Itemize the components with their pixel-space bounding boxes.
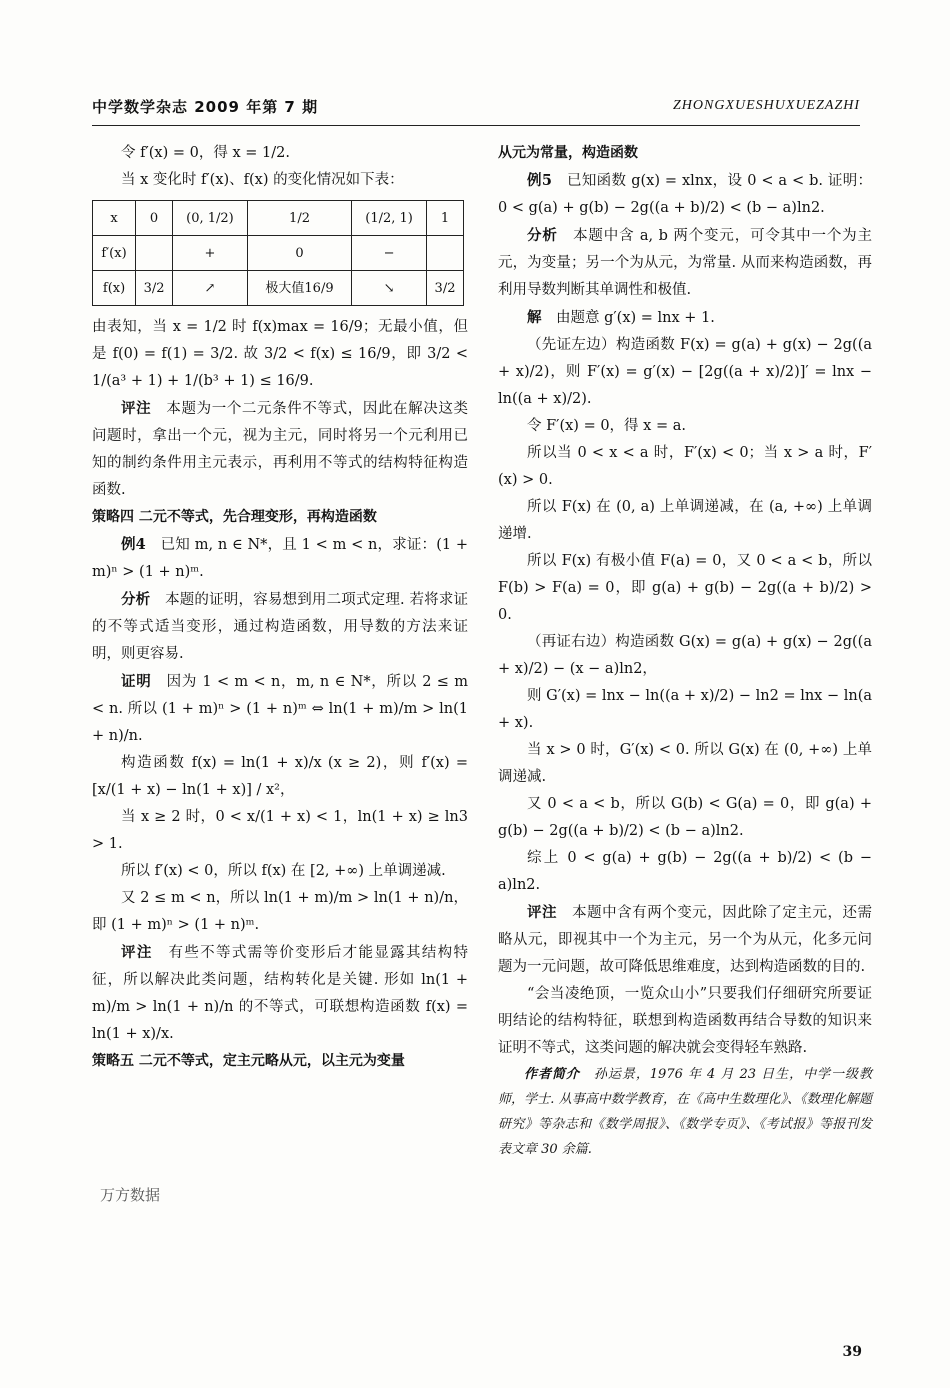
solution-line-2: （先证左边）构造函数 F(x) = g(a) + g(x) − 2g((a + x)/2)，则 F′(x) = g′(x) − [2g((a + x)/2)]′ = lnx − ln((a + x)/2). xyxy=(498,337,872,407)
author-bio-label: 作者简介 xyxy=(524,1067,580,1082)
table-cell: + xyxy=(172,236,247,271)
example-4 xyxy=(92,531,468,586)
solution-line-11: 综上 0 < g(a) + g(b) − 2g((a + b)/2) < (b − a)ln2. xyxy=(498,850,872,893)
example-4-text: 已知 m, n ∈ N*，且 1 < m < n，求证：(1 + m)ⁿ > (1 + n)ᵐ. xyxy=(92,537,469,580)
table-cell: 0 xyxy=(136,201,173,236)
solution-line-5: 所以 F(x) 在 (0, a) 上单调递减，在 (a, +∞) 上单调递增. xyxy=(498,499,872,542)
analysis-5 xyxy=(498,222,872,304)
comment-5 xyxy=(498,899,872,981)
strategy-5-heading: 策略五 二元不等式，定主元略从元，以主元为变量 xyxy=(92,1053,405,1069)
comment-label: 评注 xyxy=(121,944,153,961)
left-column xyxy=(92,140,468,1075)
proof-line-1 xyxy=(92,668,468,750)
solution-line-8: 则 G′(x) = lnx − ln((a + x)/2) − ln2 = lnx − ln(a + x). xyxy=(498,688,873,731)
proof-line-5: 又 2 ≤ m < n，所以 ln(1 + m)/m > ln(1 + n)/n，即 (1 + m)ⁿ > (1 + n)ᵐ. xyxy=(92,890,468,933)
example-5-label: 例5 xyxy=(527,172,552,189)
right-column xyxy=(498,140,872,1162)
solution-line-3: 令 F′(x) = 0，得 x = a. xyxy=(527,418,686,434)
table-row xyxy=(93,236,464,271)
table-intro: 当 x 变化时 f′(x)、f(x) 的变化情况如下表： xyxy=(121,172,404,188)
analysis-4 xyxy=(92,586,468,668)
table-cell: 3/2 xyxy=(427,271,464,306)
comment-paragraph xyxy=(92,395,468,504)
critical-point-line: 令 f′(x) = 0，得 x = 1/2. xyxy=(121,145,290,161)
table-cell xyxy=(136,236,173,271)
analysis-text: 本题中含 a, b 两个变元，可令其中一个为主元，为变量；另一个为从元，为常量. 从而来构造函数，再利用导数判断其单调性和极值. xyxy=(498,228,873,298)
table-cell: − xyxy=(352,236,427,271)
comment-text: 有些不等式需等价变形后才能显露其结构特征，所以解决此类问题，结构转化是关键. 形如 ln(1 + m)/m > ln(1 + n)/n 的不等式，可联想构造函数 f(x) = ln(1 + x)/x. xyxy=(92,945,469,1042)
proof-label: 证明 xyxy=(121,673,152,690)
watermark: 万方数据 xyxy=(100,1186,161,1204)
proof-line-3: 当 x ≥ 2 时，0 < x/(1 + x) < 1，ln(1 + x) ≥ ln3 > 1. xyxy=(92,809,468,852)
table-cell: 0 xyxy=(247,236,351,271)
table-cell: 1/2 xyxy=(247,201,351,236)
journal-pinyin: ZHONGXUESHUXUEZAZHI xyxy=(673,98,860,113)
table-cell: f(x) xyxy=(93,271,136,306)
solution-line-1 xyxy=(498,304,872,332)
table-cell: ↗ xyxy=(172,271,247,306)
table-cell: 1 xyxy=(427,201,464,236)
table-cell: f′(x) xyxy=(93,236,136,271)
solution-line-4: 所以当 0 < x < a 时，F′(x) < 0；当 x > a 时，F′(x) > 0. xyxy=(498,445,872,488)
proof-text: 因为 1 < m < n，m, n ∈ N*，所以 2 ≤ m < n. 所以 (1 + m)ⁿ > (1 + n)ᵐ ⇔ ln(1 + m)/m > ln(1 + n)/n. xyxy=(92,674,469,744)
table-cell xyxy=(427,236,464,271)
solution-text: 由题意 g′(x) = lnx + 1. xyxy=(556,310,715,326)
comment-4 xyxy=(92,939,468,1048)
example-5-text: 已知函数 g(x) = xlnx，设 0 < a < b. 证明：0 < g(a) + g(b) − 2g((a + b)/2) < (b − a)ln2. xyxy=(498,173,873,216)
solution-label: 解 xyxy=(527,309,542,326)
table-cell: (1/2, 1) xyxy=(352,201,427,236)
conclusion-paragraph: 由表知，当 x = 1/2 时 f(x)max = 16/9；无最小值，但是 f(0) = f(1) = 3/2. 故 3/2 < f(x) ≤ 16/9，即 3/2 < 1/(a³ + 1) + 1/(b³ + 1) ≤ 16/9. xyxy=(92,319,468,389)
solution-line-10: 又 0 < a < b，所以 G(b) < G(a) = 0，即 g(a) + g(b) − 2g((a + b)/2) < (b − a)ln2. xyxy=(498,796,872,839)
solution-line-9: 当 x > 0 时，G′(x) < 0. 所以 G(x) 在 (0, +∞) 上单调递减. xyxy=(498,742,872,785)
table-cell: 3/2 xyxy=(136,271,173,306)
journal-header: 中学数学杂志 2009 年第 7 期 xyxy=(92,98,319,116)
table-row xyxy=(93,271,464,306)
author-bio-text: 孙运景，1976 年 4 月 23 日生，中学一级教师，学士. 从事高中数学教育，在《高中生数理化》、《数理化解题研究》等杂志和《数学周报》、《数学专页》、《考试报》等报刊发表文章 30 余篇. xyxy=(498,1067,872,1157)
comment-label: 评注 xyxy=(527,904,558,921)
example-4-label: 例4 xyxy=(121,536,146,553)
closing-paragraph: “会当凌绝顶，一览众山小”只要我们仔细研究所要证明结论的结构特征，联想到构造函数再结合导数的知识来证明不等式，这类问题的解决就会变得轻车熟路. xyxy=(498,986,872,1056)
page-number: 39 xyxy=(842,1344,862,1360)
solution-line-6: 所以 F(x) 有极小值 F(a) = 0，又 0 < a < b，所以 F(b) > F(a) = 0，即 g(a) + g(b) − 2g((a + b)/2) > 0. xyxy=(498,553,872,623)
comment-text: 本题中含有两个变元，因此除了定主元，还需略从元，即视其中一个为主元，另一个为从元，化多元问题为一元问题，故可降低思维难度，达到构造函数的目的. xyxy=(498,905,873,975)
example-5 xyxy=(498,167,872,222)
strategy-4-heading: 策略四 二元不等式，先合理变形，再构造函数 xyxy=(92,509,377,525)
comment-text: 本题为一个二元条件不等式，因此在解决这类问题时，拿出一个元，视为主元，同时将另一个元利用已知的制约条件用主元表示，再利用不等式的结构特征构造函数. xyxy=(92,401,469,498)
author-bio xyxy=(498,1062,872,1162)
table-row xyxy=(93,201,464,236)
table-cell: x xyxy=(93,201,136,236)
variation-table xyxy=(92,200,464,306)
comment-label: 评注 xyxy=(121,400,152,417)
header-rule xyxy=(92,125,860,126)
proof-line-2: 构造函数 f(x) = ln(1 + x)/x (x ≥ 2)，则 f′(x) = [x/(1 + x) − ln(1 + x)] / x²， xyxy=(92,755,468,798)
strategy-5-heading-cont: 从元为常量，构造函数 xyxy=(498,145,638,161)
table-cell: (0, 1/2) xyxy=(172,201,247,236)
analysis-label: 分析 xyxy=(527,227,558,244)
analysis-text: 本题的证明，容易想到用二项式定理. 若将求证的不等式适当变形，通过构造函数，用导数的方法来证明，则更容易. xyxy=(92,592,469,662)
solution-line-7: （再证右边）构造函数 G(x) = g(a) + g(x) − 2g((a + x)/2) − (x − a)ln2， xyxy=(498,634,872,677)
proof-line-4: 所以 f′(x) < 0，所以 f(x) 在 [2, +∞) 上单调递减. xyxy=(121,863,446,879)
analysis-label: 分析 xyxy=(121,591,151,608)
table-cell: 极大值16/9 xyxy=(247,271,351,306)
table-cell: ↘ xyxy=(352,271,427,306)
